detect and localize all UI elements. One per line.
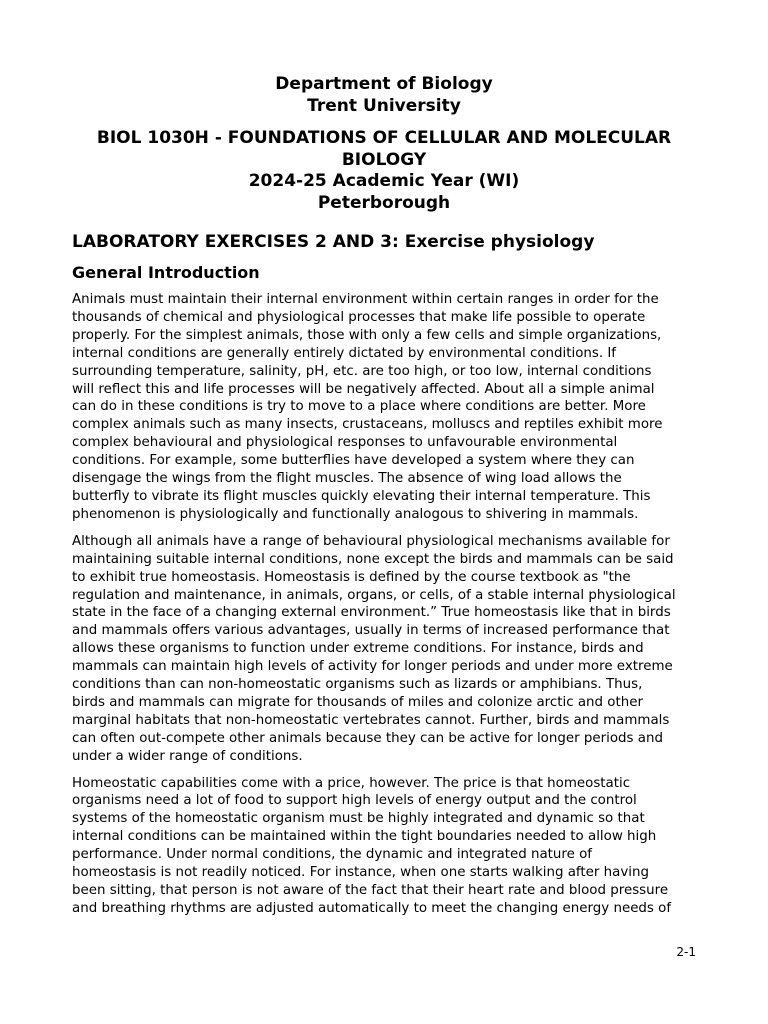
paragraph [72,291,702,524]
paragraph-line: maintaining suitable internal conditions, none except the birds and mammals can be said [72,551,674,567]
campus-name: Peterborough [317,192,451,213]
paragraph-line: surrounding temperature, salinity, pH, etc. are too high, or too low, internal conditions [72,363,652,379]
paragraph-line: internal conditions are generally entirely dictated by environmental conditions. If [72,345,617,361]
paragraph-line: state in the face of a changing external environment.” True homeostasis like that in birds [72,605,671,621]
document-header [72,74,696,214]
paragraph-line: organisms need a lot of food to support high levels of energy output and the control [72,793,637,809]
paragraph-line: marginal habitats that non-homeostatic vertebrates cannot. Further, birds and mammals [72,712,670,728]
paragraph-line: birds and mammals can migrate for thousands of miles and colonize arctic and other [72,694,643,710]
academic-year: 2024-25 Academic Year (WI) [248,171,520,191]
paragraph-line: conditions. For example, some butterflies have developed a system where they can [72,453,635,469]
section-heading: General Introduction [72,263,260,282]
paragraph-line: butterfly to vibrate its flight muscles quickly elevating their internal temperature. This [72,488,651,504]
course-title-line-2: BIOLOGY [341,149,427,170]
paragraph-line: Although all animals have a range of behavioural physiological mechanisms available for [72,533,670,549]
paragraph-line: Animals must maintain their internal environment within certain ranges in order for the [72,292,659,307]
paragraph-line: complex behavioural and physiological responses to unfavourable environmental [72,435,618,451]
paragraph-line: and mammals offers various advantages, usually in terms of increased performance that [72,623,670,639]
department-name: Department of Biology [275,74,493,94]
paragraph-line: will reflect this and life processes will be negatively affected. About all a simple animal [72,381,655,397]
paragraph-line: allows these organisms to function under extreme conditions. For instance, birds and [72,641,644,657]
lab-title: LABORATORY EXERCISES 2 AND 3: Exercise physiology [72,232,595,252]
paragraph-line: can do in these conditions is try to move to a place where conditions are better. More [72,399,646,415]
paragraph-line: been sitting, that person is not aware of the fact that their heart rate and blood pressure [72,883,669,898]
paragraph-line: Homeostatic capabilities come with a price, however. The price is that homeostatic [72,775,631,791]
paragraph-line: mammals can maintain high levels of activity for longer periods and under more extreme [72,659,673,675]
paragraph [72,775,702,918]
course-title-line-1: BIOL 1030H - FOUNDATIONS OF CELLULAR AND MOLECULAR [96,128,672,148]
paragraph-line: under a wider range of conditions. [72,748,303,764]
paragraph-line: thousands of chemical and physiological processes that make life possible to operate [72,309,646,325]
paragraph-line: internal conditions can be maintained within the tight boundaries needed to allow high [72,829,657,845]
paragraph-line: performance. Under normal conditions, the dynamic and integrated nature of [72,847,593,863]
paragraph-line: homeostasis is not readily noticed. For instance, when one starts walking after having [72,865,649,881]
paragraph-line: can often out-compete other animals because they can be active for longer periods and [72,730,663,746]
university-name: Trent University [307,95,461,116]
page-number: 2-1 [676,945,696,959]
paragraph-line: to exhibit true homeostasis. Homeostasis is defined by the course textbook as "the [72,569,631,585]
paragraph-line: disengage the wings from the flight muscles. The absence of wing load allows the [72,471,622,487]
paragraph [72,533,702,766]
paragraph-line: properly. For the simplest animals, those with only a few cells and simple organizations, [72,327,662,343]
header-spacer [72,117,696,128]
paragraph-line: and breathing rhythms are adjusted automatically to meet the changing energy needs of [72,900,672,916]
paragraph-line: systems of the homeostatic organism must be highly integrated and dynamic so that [72,811,645,827]
paragraph-line: phenomenon is physiologically and functionally analogous to shivering in mammals. [72,506,639,522]
paragraph-line: complex animals such as many insects, crustaceans, molluscs and reptiles exhibit more [72,417,663,433]
paragraph-line: regulation and maintenance, in animals, organs, or cells, of a stable internal physiological [72,587,676,603]
paragraph-line: conditions than can non-homeostatic organisms such as lizards or amphibians. Thus, [72,677,643,693]
body-text [72,291,702,927]
